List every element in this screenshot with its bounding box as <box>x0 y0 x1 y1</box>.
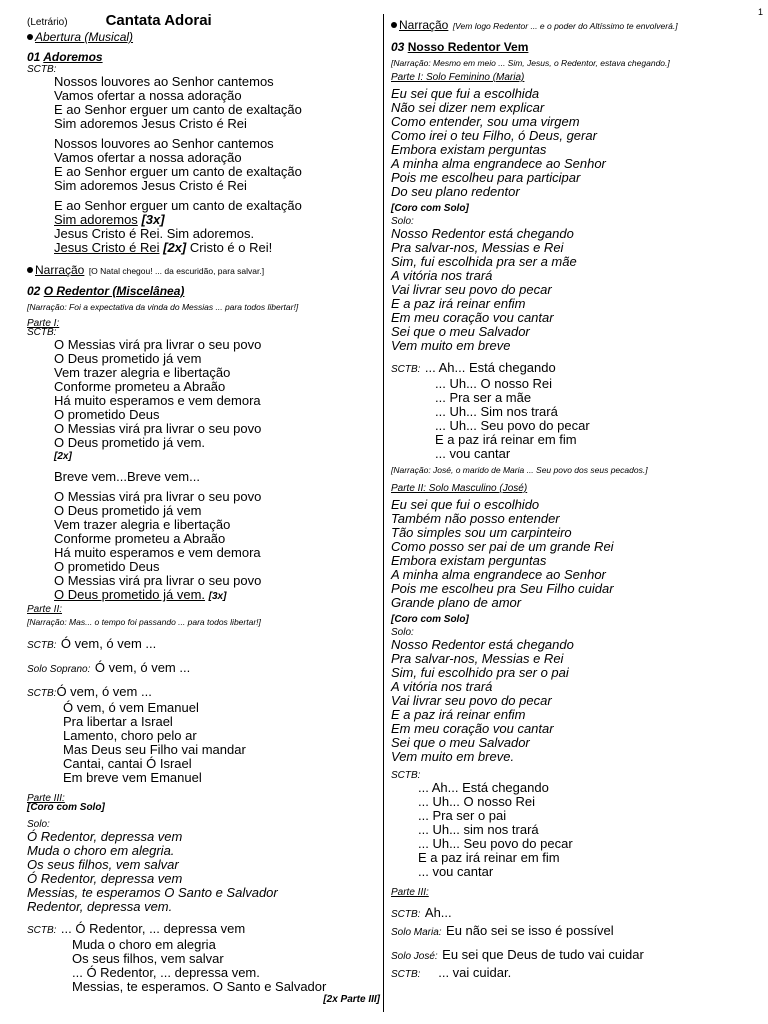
lyric-text: Ó vem, ó vem ... <box>94 660 191 675</box>
r-narration-2: [Narração: José, o marido de Maria ... Seu povo dos seus pecados.] <box>391 465 648 475</box>
song-title: Adoremos <box>43 50 103 64</box>
lyric-line: Vem trazer alegria e libertação <box>54 517 231 532</box>
lyric-line: ... Uh... Seu povo do pecar <box>418 836 573 851</box>
lyric-line: ... Uh... Seu povo do pecar <box>435 418 590 433</box>
solo-label: Solo Maria: <box>391 927 442 938</box>
page-title: Cantata Adorai <box>105 12 212 29</box>
lyric-line: O Messias virá pra livrar o seu povo <box>54 489 262 504</box>
p3-solo <box>27 830 377 914</box>
lyric-line: Nossos louvores ao Senhor cantemos <box>54 136 274 151</box>
solo-label: Solo: <box>27 819 50 830</box>
solo-label: Solo Soprano: <box>27 664 91 675</box>
lyric-line: Vamos ofertar a nossa adoração <box>54 150 242 165</box>
lyric-line: ... Ah... Está chegando <box>418 780 549 795</box>
song-2-heading <box>27 284 377 298</box>
lyric-line: Os seus filhos, vem salvar <box>72 951 224 966</box>
p2-stanza <box>27 701 377 785</box>
coro-com-solo: [Coro com Solo] <box>27 802 105 813</box>
lyric-text: ... Ah... Está chegando <box>424 360 556 375</box>
lyric-line: ... vou cantar <box>435 446 511 461</box>
sctb-label: SCTB: <box>27 327 57 338</box>
lyric-text: Eu sei que Deus de tudo vai cuidar <box>442 947 644 962</box>
narration-top <box>391 16 761 34</box>
repeat-mark: [3x] <box>208 591 227 602</box>
p2-sctb <box>27 635 377 653</box>
lyric-line: Sim, fui escolhida pra ser a mãe <box>391 254 577 269</box>
header <box>27 12 377 30</box>
lyric-line: Como posso ser pai de um grande Rei <box>391 539 614 554</box>
lyric-line: Do seu plano redentor <box>391 184 520 199</box>
left-column <box>27 12 380 1005</box>
lyric-line: Vem muito em breve. <box>391 749 515 764</box>
lyric-line: Em meu coração vou cantar <box>391 721 554 736</box>
s3-narration: [Narração: Mesmo em meio ... Sim, Jesus, o Redentor, estava chegando.] <box>391 58 670 68</box>
lyric-text: Ó vem, ó vem ... <box>60 636 157 651</box>
lyric-text: O Deus prometido já vem. <box>54 587 206 602</box>
lyric-line: Conforme prometeu a Abraão <box>54 531 226 546</box>
lyric-line: Ó Redentor, depressa vem <box>27 871 183 886</box>
p2-soprano <box>27 659 377 677</box>
lyric-line: Também não posso entender <box>391 511 560 526</box>
narration-label: Narração <box>35 263 85 277</box>
lyric-text: Cristo é o Rei! <box>189 240 273 255</box>
lyric-line: Pra libertar a Israel <box>63 714 173 729</box>
p2-sctb-2 <box>27 683 377 701</box>
song-number: 01 <box>27 50 41 64</box>
lyric-line: Pois me escolheu pra Seu Filho cuidar <box>391 581 614 596</box>
s1-stanza-3 <box>27 199 377 255</box>
lyric-line: Ó vem, ó vem Emanuel <box>63 700 199 715</box>
lyric-line: ... Uh... O nosso Rei <box>435 376 553 391</box>
p3-sctb-stanza <box>27 938 377 994</box>
lyric-text: ... Ó Redentor, ... depressa vem <box>60 921 246 936</box>
abertura <box>27 30 377 44</box>
lyric-line: Sim adoremos Jesus Cristo é Rei <box>54 178 247 193</box>
lyric-line: Em meu coração vou cantar <box>391 310 554 325</box>
parte-3-label: Parte III: <box>27 793 65 804</box>
lyric-line: Pra salvar-nos, Messias e Rei <box>391 651 564 666</box>
parte-2-label: Parte II: <box>27 604 63 615</box>
p1-stanza-b <box>27 490 377 604</box>
lyric-line: A vitória nos trará <box>391 679 493 694</box>
r-p3-jose <box>391 946 761 964</box>
narration-text: [O Natal chegou! ... da escuridão, para salvar.] <box>88 266 265 276</box>
lyric-line: E ao Senhor erguer um canto de exaltação <box>54 198 302 213</box>
page-number: 1 <box>757 7 763 17</box>
repeat-mark: [2x] <box>54 451 72 462</box>
lyric-text: Ó vem, ó vem ... <box>56 684 152 699</box>
lyric-line: ... Ó Redentor, ... depressa vem. <box>72 965 260 980</box>
header-label: (Letrário) <box>27 17 68 28</box>
lyric-line: Há muito esperamos e vem demora <box>54 545 261 560</box>
lyric-line: Embora existam perguntas <box>391 142 547 157</box>
lyric-line: Ó Redentor, depressa vem <box>27 829 183 844</box>
r-solo2-stanza <box>391 638 761 764</box>
repeat-mark: [3x] <box>141 212 165 227</box>
song-number: 02 <box>27 284 41 298</box>
song-title: O Redentor (Miscelânea) <box>43 284 185 298</box>
r-sctb2-stanza <box>391 781 761 879</box>
lyric-line: Vem muito em breve <box>391 338 511 353</box>
lyric-line: Há muito esperamos e vem demora <box>54 393 261 408</box>
lyric-line: Nosso Redentor está chegando <box>391 637 574 652</box>
lyric-line: Eu sei que fui o escolhido <box>391 497 540 512</box>
lyric-line: E a paz irá reinar enfim <box>391 296 526 311</box>
lyric-line: O Messias virá pra livrar o seu povo <box>54 337 262 352</box>
lyric-line: Vai livrar seu povo do pecar <box>391 282 552 297</box>
lyric-line: ... Uh... Sim nos trará <box>435 404 558 419</box>
bullet-icon <box>391 22 397 28</box>
sctb-label: SCTB: <box>27 688 57 699</box>
lyric-line: A minha alma engrandece ao Senhor <box>391 156 606 171</box>
lyric-line: O Deus prometido já vem <box>54 351 202 366</box>
lyric-line: Como entender, sou uma virgem <box>391 114 580 129</box>
lyric-line: Conforme prometeu a Abraão <box>54 379 226 394</box>
lyric-line: E ao Senhor erguer um canto de exaltação <box>54 102 302 117</box>
r-p2-stanza <box>391 498 761 610</box>
lyric-line: O Messias virá pra livrar o seu povo <box>54 421 262 436</box>
right-column <box>391 16 761 982</box>
sctb-label: SCTB: <box>391 909 421 920</box>
lyric-line: O Deus prometido já vem <box>54 503 202 518</box>
lyric-line: E a paz irá reinar enfim <box>391 707 526 722</box>
song-number: 03 <box>391 40 405 54</box>
lyric-line: O Messias virá pra livrar o seu povo <box>54 573 262 588</box>
lyric-line: ... Pra ser o pai <box>418 808 507 823</box>
p3-end-mark: [2x Parte III] <box>323 994 380 1005</box>
lyric-line: Pois me escolheu para participar <box>391 170 581 185</box>
lyric-line: Redentor, depressa vem. <box>27 899 173 914</box>
lyric-line: ... Uh... sim nos trará <box>418 822 539 837</box>
lyric-line: Messias, te esperamos. O Santo e Salvador <box>72 979 327 994</box>
lyric-line: O prometido Deus <box>54 407 160 422</box>
p1-breve: Breve vem...Breve vem... <box>54 469 200 484</box>
lyric-line: Pra salvar-nos, Messias e Rei <box>391 240 564 255</box>
abertura-label: Abertura (Musical) <box>35 30 134 44</box>
r-p3-sctb-2 <box>391 964 761 982</box>
narration-1 <box>27 261 377 279</box>
solo-label: Solo: <box>391 627 414 638</box>
r-coro-com-solo-1: [Coro com Solo] <box>391 203 469 214</box>
s1-stanza-2 <box>27 137 377 193</box>
lyric-line: Não sei dizer nem explicar <box>391 100 545 115</box>
lyric-line: Sim, fui escolhido pra ser o pai <box>391 665 569 680</box>
lyric-line: Vai livrar seu povo do pecar <box>391 693 552 708</box>
lyric-line: Sei que o meu Salvador <box>391 735 530 750</box>
lyric-line: Em breve vem Emanuel <box>63 770 202 785</box>
lyric-line: E a paz irá reinar em fim <box>418 850 560 865</box>
bullet-icon <box>27 267 33 273</box>
s2-narration: [Narração: Foi a expectativa da vinda do Messias ... para todos libertar!] <box>27 302 299 312</box>
p2-narration: [Narração: Mas... o tempo foi passando ... para todos libertar!] <box>27 617 261 627</box>
song-1-heading <box>27 50 377 64</box>
repeat-mark: [2x] <box>163 240 187 255</box>
solo-label: Solo: <box>391 216 414 227</box>
sctb-label: SCTB: <box>27 640 57 651</box>
r-p3-maria <box>391 922 761 940</box>
r-solo1-stanza <box>391 227 761 353</box>
lyric-line: Jesus Cristo é Rei. Sim adoremos. <box>54 226 255 241</box>
r-sctb1-stanza <box>391 377 761 461</box>
lyric-text: Ah... <box>424 905 452 920</box>
lyric-line: Vamos ofertar a nossa adoração <box>54 88 242 103</box>
sctb-label: SCTB: <box>391 770 421 781</box>
r-parte-2: Parte II: Solo Masculino (José) <box>391 483 528 494</box>
r-parte-3: Parte III: <box>391 887 429 898</box>
sctb-label: SCTB: <box>27 925 57 936</box>
column-divider <box>383 14 384 1012</box>
lyric-line <box>54 588 377 604</box>
lyric-line: ... Pra ser a mãe <box>435 390 532 405</box>
lyric-text: Eu não sei se isso é possível <box>446 923 614 938</box>
lyric-line: Nosso Redentor está chegando <box>391 226 574 241</box>
lyric-line: O prometido Deus <box>54 559 160 574</box>
r-sctb-1 <box>391 359 761 377</box>
song-3-heading <box>391 40 761 54</box>
bullet-icon <box>27 34 33 40</box>
r-p1-stanza <box>391 87 761 199</box>
lyric-line: ... vou cantar <box>418 864 494 879</box>
p1-stanza-a <box>27 338 377 464</box>
lyric-line: Mas Deus seu Filho vai mandar <box>63 742 246 757</box>
sctb-label: SCTB: <box>27 64 57 75</box>
sctb-label: SCTB: <box>391 969 421 980</box>
lyric-line: Os seus filhos, vem salvar <box>27 857 179 872</box>
lyric-line: A vitória nos trará <box>391 268 493 283</box>
lyric-line: Eu sei que fui a escolhida <box>391 86 540 101</box>
solo-label: Solo José: <box>391 951 438 962</box>
lyric-line: Lamento, choro pelo ar <box>63 728 197 743</box>
r-p3-sctb <box>391 904 761 922</box>
s1-stanza-1 <box>27 75 377 131</box>
lyric-text: Sim adoremos <box>54 212 138 227</box>
lyric-line: Muda o choro em alegria <box>72 937 216 952</box>
p3-sctb <box>27 920 377 938</box>
lyric-line: Sim adoremos Jesus Cristo é Rei <box>54 116 247 131</box>
lyric-line: Messias, te esperamos O Santo e Salvador <box>27 885 278 900</box>
lyric-line: O Deus prometido já vem. <box>54 435 206 450</box>
lyric-text: Jesus Cristo é Rei <box>54 240 160 255</box>
lyric-line: Nossos louvores ao Senhor cantemos <box>54 74 274 89</box>
lyric-line <box>54 213 377 227</box>
lyric-line <box>54 241 377 255</box>
lyric-line: Como irei o teu Filho, ó Deus, gerar <box>391 128 597 143</box>
lyric-line: A minha alma engrandece ao Senhor <box>391 567 606 582</box>
lyric-text: ... vai cuidar. <box>438 965 512 980</box>
r-coro-com-solo-2: [Coro com Solo] <box>391 614 469 625</box>
sctb-label: SCTB: <box>391 364 421 375</box>
lyric-line: Sei que o meu Salvador <box>391 324 530 339</box>
lyric-line: Tão simples sou um carpinteiro <box>391 525 572 540</box>
lyric-line: Muda o choro em alegria. <box>27 843 175 858</box>
r-parte-1: Parte I: Solo Feminino (Maria) <box>391 72 525 83</box>
narration-text: [Vem logo Redentor ... e o poder do Altíssimo te envolverá.] <box>452 21 678 31</box>
parte-1-label: Parte I: <box>27 318 60 329</box>
lyric-line: Grande plano de amor <box>391 595 522 610</box>
lyric-line: E ao Senhor erguer um canto de exaltação <box>54 164 302 179</box>
lyric-line: Cantai, cantai Ó Israel <box>63 756 192 771</box>
lyric-line: Vem trazer alegria e libertação <box>54 365 231 380</box>
lyric-line: Embora existam perguntas <box>391 553 547 568</box>
narration-label: Narração <box>399 18 449 32</box>
lyric-line: E a paz irá reinar em fim <box>435 432 577 447</box>
song-title: Nosso Redentor Vem <box>407 40 529 54</box>
lyric-line: ... Uh... O nosso Rei <box>418 794 536 809</box>
